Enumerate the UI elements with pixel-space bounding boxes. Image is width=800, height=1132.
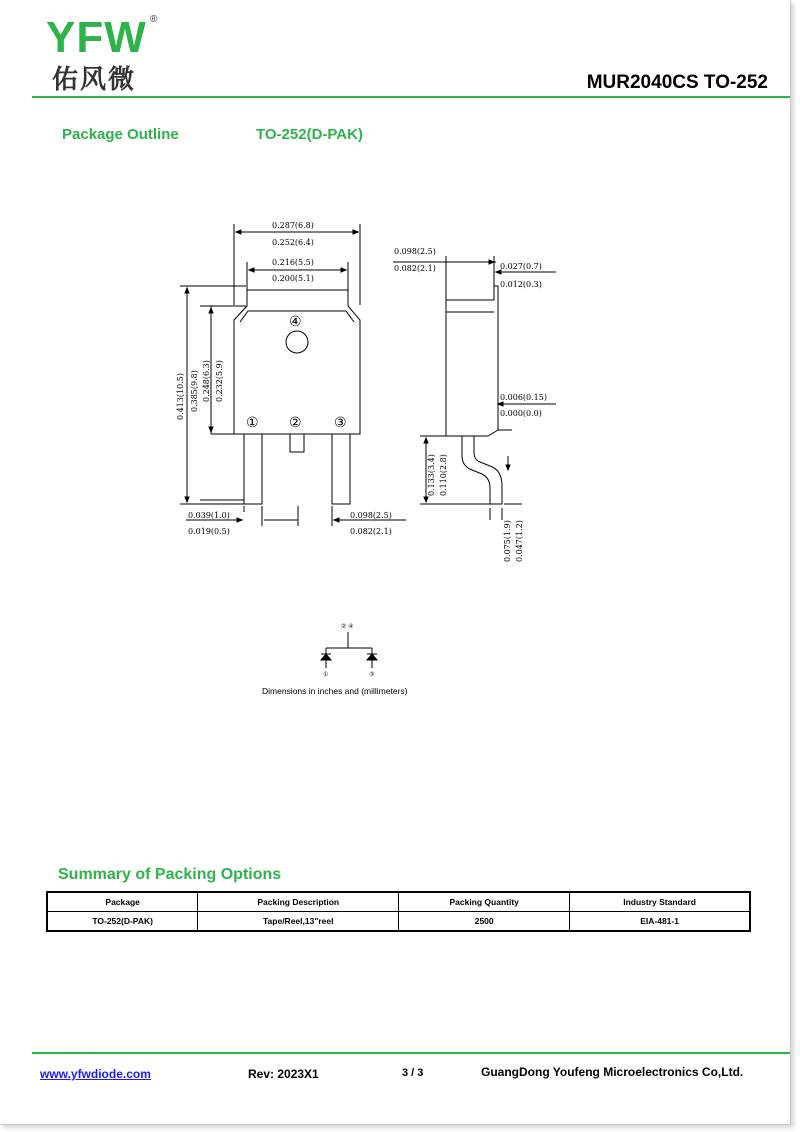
dim-foot-max: 0.075(1.9) bbox=[503, 520, 512, 562]
diode-schematic bbox=[321, 632, 377, 668]
schematic-left-label: ① bbox=[323, 671, 329, 678]
dim-pitch-min: 0.082(2.1) bbox=[350, 527, 392, 536]
dim-tab-max: 0.216(5.5) bbox=[272, 258, 314, 267]
footer-company: GuangDong Youfeng Microelectronics Co,Ltd. bbox=[481, 1065, 744, 1079]
dim-width-min: 0.252(6.4) bbox=[272, 238, 314, 247]
pin-4-label: ④ bbox=[289, 314, 302, 330]
footer-website[interactable] bbox=[40, 1067, 151, 1081]
footer-revision: Rev: 2023X1 bbox=[248, 1067, 319, 1081]
logo-text-en: YFW bbox=[46, 13, 147, 62]
pin-1-label: ① bbox=[246, 415, 259, 431]
table-row bbox=[47, 912, 750, 932]
registered-mark: ® bbox=[150, 14, 158, 25]
dim-pitch-max: 0.098(2.5) bbox=[350, 511, 392, 520]
cell-package: TO-252(D-PAK) bbox=[47, 912, 198, 932]
cell-packing-description: Tape/Reel,13"reel bbox=[198, 912, 399, 932]
dim-total-height-max: 0.413(10.5) bbox=[176, 373, 185, 420]
schematic-common-label: ② ④ bbox=[341, 623, 354, 630]
dim-lead-length-max: 0.133(3.4) bbox=[427, 454, 436, 496]
dim-foot-min: 0.047(1.2) bbox=[515, 520, 524, 562]
dim-tab-thickness-max: 0.027(0.7) bbox=[500, 262, 542, 271]
col-packing-description: Packing Description bbox=[198, 892, 399, 912]
schematic-right-label: ③ bbox=[369, 671, 375, 678]
dim-standoff-min: 0.000(0.0) bbox=[500, 409, 542, 418]
dim-side-thickness-min: 0.082(2.1) bbox=[394, 264, 436, 273]
table-header-row bbox=[47, 892, 750, 912]
dim-body-height-min: 0.232(5.9) bbox=[215, 360, 224, 402]
website-link[interactable]: www.yfwdiode.com bbox=[40, 1067, 151, 1081]
dim-total-height-min: 0.385(9.8) bbox=[190, 370, 199, 412]
packing-table bbox=[46, 891, 751, 932]
footer-page-number: 3 / 3 bbox=[402, 1067, 424, 1079]
logo-text-cn: 佑风微 bbox=[52, 65, 137, 95]
dim-standoff-max: 0.006(0.15) bbox=[500, 393, 547, 402]
dim-width-max: 0.287(6.8) bbox=[272, 221, 314, 230]
dim-body-height-max: 0.248(6.3) bbox=[202, 360, 211, 402]
dim-side-thickness-max: 0.098(2.5) bbox=[394, 247, 436, 256]
dim-tab-thickness-min: 0.012(0.3) bbox=[500, 280, 542, 289]
col-packing-quantity: Packing Quantity bbox=[399, 892, 570, 912]
pin-2-label: ② bbox=[289, 415, 302, 431]
dim-tab-min: 0.200(5.1) bbox=[272, 274, 314, 283]
package-outline-heading: Package Outline bbox=[62, 126, 179, 143]
col-industry-standard: Industry Standard bbox=[570, 892, 750, 912]
cell-industry-standard: EIA-481-1 bbox=[570, 912, 750, 932]
footer-rule bbox=[32, 1052, 790, 1054]
dim-lead-width-max: 0.039(1.0) bbox=[188, 511, 230, 520]
dim-lead-length-min: 0.110(2.8) bbox=[439, 454, 448, 496]
dimensions-caption: Dimensions in inches and (millimeters) bbox=[262, 686, 408, 696]
package-type-heading: TO-252(D-PAK) bbox=[256, 126, 363, 143]
col-package: Package bbox=[47, 892, 198, 912]
cell-packing-quantity: 2500 bbox=[399, 912, 570, 932]
document-title: MUR2040CS TO-252 bbox=[586, 72, 768, 93]
pin-3-label: ③ bbox=[334, 415, 347, 431]
dim-lead-width-min: 0.019(0.5) bbox=[188, 527, 230, 536]
packing-options-heading: Summary of Packing Options bbox=[58, 866, 282, 883]
